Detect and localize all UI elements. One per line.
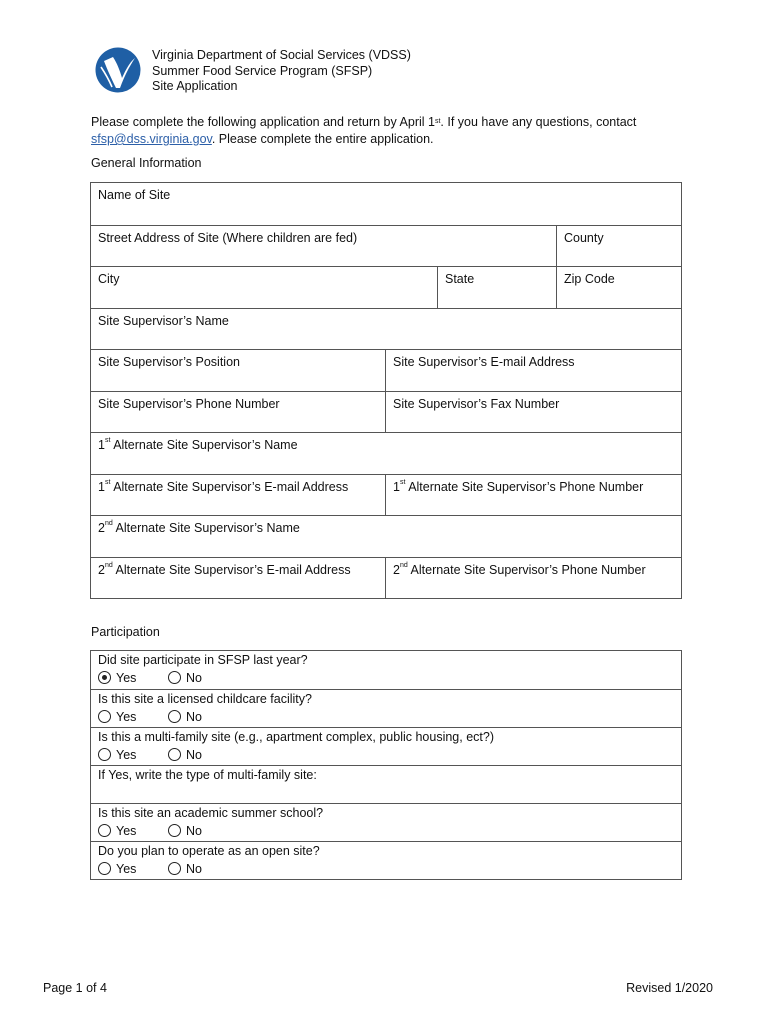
program-name: Summer Food Service Program (SFSP) <box>152 63 373 78</box>
radio-icon <box>98 748 111 761</box>
field-row <box>91 432 681 474</box>
first-alt-supervisor-name-field[interactable]: 1st Alternate Site Supervisor’s Name <box>98 437 298 452</box>
question-text: Did site participate in SFSP last year? <box>98 653 308 667</box>
radio-icon <box>168 748 181 761</box>
document-title: Site Application <box>152 79 238 93</box>
zip-code-field[interactable]: Zip Code <box>556 267 681 308</box>
radio-icon <box>98 710 111 723</box>
second-alt-supervisor-email-field[interactable]: 2nd Alternate Site Supervisor’s E-mail Address <box>98 561 351 577</box>
no-radio[interactable]: No <box>168 862 202 876</box>
participation-table <box>90 650 682 880</box>
question-text: Do you plan to operate as an open site? <box>98 844 320 858</box>
general-information-table <box>90 182 682 599</box>
field-row <box>91 557 681 599</box>
page-number: Page 1 of 4 <box>43 981 107 995</box>
no-radio[interactable]: No <box>168 824 202 838</box>
state-field[interactable]: State <box>437 267 556 308</box>
field-row <box>91 391 681 433</box>
no-radio[interactable]: No <box>168 710 202 724</box>
supervisor-phone-field[interactable]: Site Supervisor’s Phone Number <box>98 396 280 411</box>
field-row <box>91 515 681 557</box>
yes-radio[interactable]: Yes <box>98 824 168 838</box>
supervisor-name-field[interactable]: Site Supervisor’s Name <box>98 313 229 328</box>
contact-email-link[interactable]: sfsp@dss.virginia.gov <box>91 132 212 146</box>
revision-date: Revised 1/2020 <box>626 981 713 995</box>
yes-radio[interactable]: Yes <box>98 862 168 876</box>
multi-family-type-field[interactable] <box>91 765 681 803</box>
question-text: Is this site an academic summer school? <box>98 806 324 820</box>
county-field[interactable]: County <box>556 226 681 267</box>
radio-icon <box>98 862 111 875</box>
first-alt-supervisor-email-field[interactable]: 1st Alternate Site Supervisor’s E-mail Address <box>98 478 349 494</box>
participation-title: Participation <box>91 625 160 639</box>
yes-radio[interactable]: Yes <box>98 748 168 762</box>
no-radio[interactable]: No <box>168 748 202 762</box>
supervisor-email-field[interactable]: Site Supervisor’s E-mail Address <box>385 350 681 391</box>
radio-icon <box>168 862 181 875</box>
radio-icon <box>168 824 181 837</box>
no-radio[interactable]: No <box>168 671 202 685</box>
first-alt-supervisor-phone-field[interactable]: 1st Alternate Site Supervisor’s Phone Number <box>385 475 681 516</box>
radio-selected-icon <box>98 671 111 684</box>
field-row <box>91 266 681 308</box>
agency-name: Virginia Department of Social Services (VDSS) <box>152 48 411 62</box>
field-row <box>91 349 681 391</box>
second-alt-supervisor-phone-field[interactable]: 2nd Alternate Site Supervisor’s Phone Number <box>385 558 681 599</box>
street-address-field[interactable]: Street Address of Site (Where children are fed) <box>98 230 358 245</box>
yes-radio[interactable]: Yes <box>98 671 168 685</box>
city-field[interactable]: City <box>98 272 120 286</box>
general-information-title: General Information <box>91 156 202 170</box>
yes-radio[interactable]: Yes <box>98 710 168 724</box>
site-name-field[interactable]: Name of Site <box>98 188 171 202</box>
supervisor-fax-field[interactable]: Site Supervisor’s Fax Number <box>385 392 681 433</box>
second-alt-supervisor-name-field[interactable]: 2nd Alternate Site Supervisor’s Name <box>98 520 300 535</box>
question-text: Is this site a licensed childcare facility? <box>98 692 312 706</box>
field-row <box>91 474 681 516</box>
vdss-logo <box>95 47 141 93</box>
field-row <box>91 225 681 267</box>
supervisor-position-field[interactable]: Site Supervisor’s Position <box>98 355 240 369</box>
field-row <box>91 183 681 225</box>
participation-question <box>91 727 681 765</box>
field-row <box>91 308 681 350</box>
radio-icon <box>98 824 111 837</box>
question-text: Is this a multi-family site (e.g., apartment complex, public housing, ect?) <box>98 730 494 744</box>
document-header <box>152 48 411 95</box>
intro-paragraph: Please complete the following application and return by April 1st. If you have any questions, contact sfsp@dss.virginia.gov. Please complete the entire application. <box>91 115 637 146</box>
question-text: If Yes, write the type of multi-family site: <box>98 768 317 782</box>
participation-question <box>91 803 681 841</box>
participation-question <box>91 841 681 879</box>
radio-icon <box>168 671 181 684</box>
radio-icon <box>168 710 181 723</box>
participation-question <box>91 651 681 689</box>
participation-question <box>91 689 681 727</box>
